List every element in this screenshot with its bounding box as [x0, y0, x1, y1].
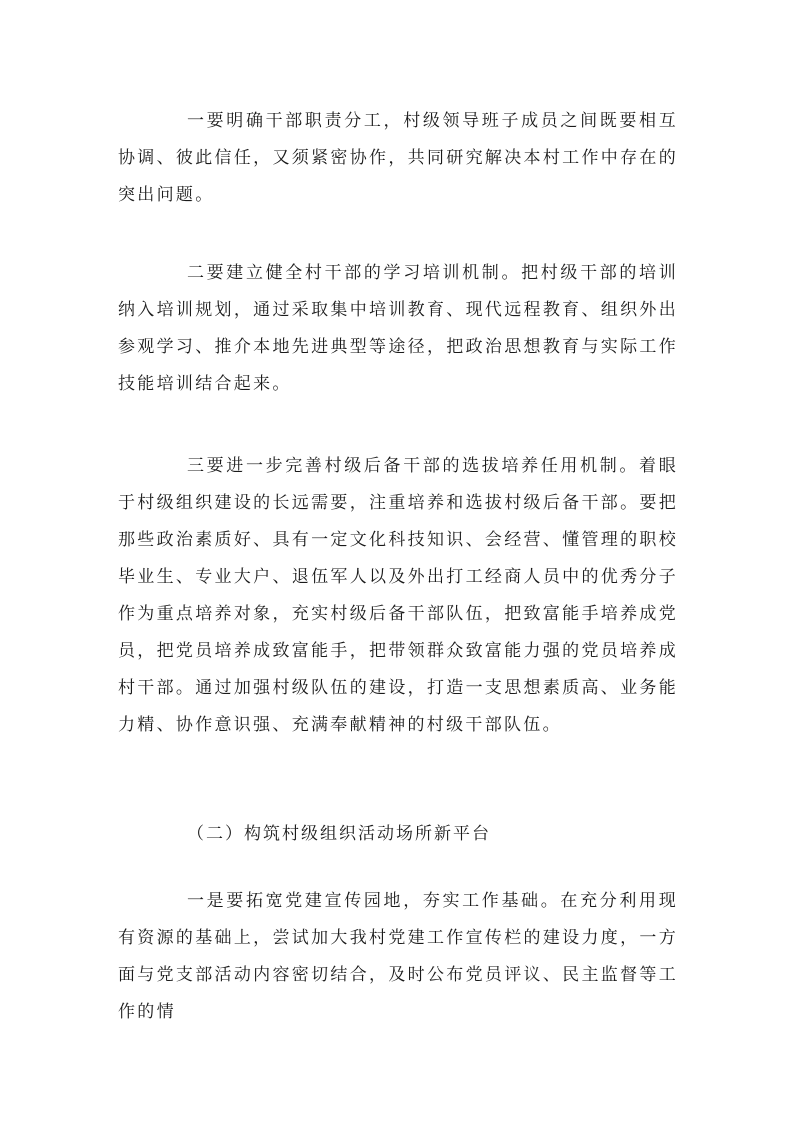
section-heading: （二）构筑村级组织活动场所新平台 — [187, 824, 491, 844]
paragraph-cadre-responsibilities: 一要明确干部职责分工，村级领导班子成员之间既要相互协调、彼此信任，又须紧密协作，共同研究解决本村工作中存在的突出问题。 — [118, 111, 678, 205]
paragraph-training-mechanism: 二要建立健全村干部的学习培训机制。把村级干部的培训纳入培训规划，通过采取集中培训教育、现代远程教育、组织外出参观学习、推介本地先进典型等途径，把政治思想教育与实际工作技能培训结合起来。 — [118, 263, 678, 394]
paragraph-publicity-garden: 一是要拓宽党建宣传园地，夯实工作基础。在充分利用现有资源的基础上，尝试加大我村党建工作宣传栏的建设力度，一方面与党支部活动内容密切结合，及时公布党员评议、民主监督等工作的情 — [118, 891, 678, 1022]
paragraph-reserve-cadres: 三要进一步完善村级后备干部的选拔培养任用机制。着眼于村级组织建设的长远需要，注重培养和选拔村级后备干部。要把那些政治素质好、具有一定文化科技知识、会经营、懂管理的职校毕业生、专业大户、退伍军人以及外出打工经商人员中的优秀分子作为重点培养对象，充实村级后备干部队伍，把致富能手培养成党员，把党员培养成致富能手，把带领群众致富能力强的党员培养成村干部。通过加强村级队伍的建设，打造一支思想素质高、业务能力精、协作意识强、充满奉献精神的村级干部队伍。 — [118, 456, 678, 735]
